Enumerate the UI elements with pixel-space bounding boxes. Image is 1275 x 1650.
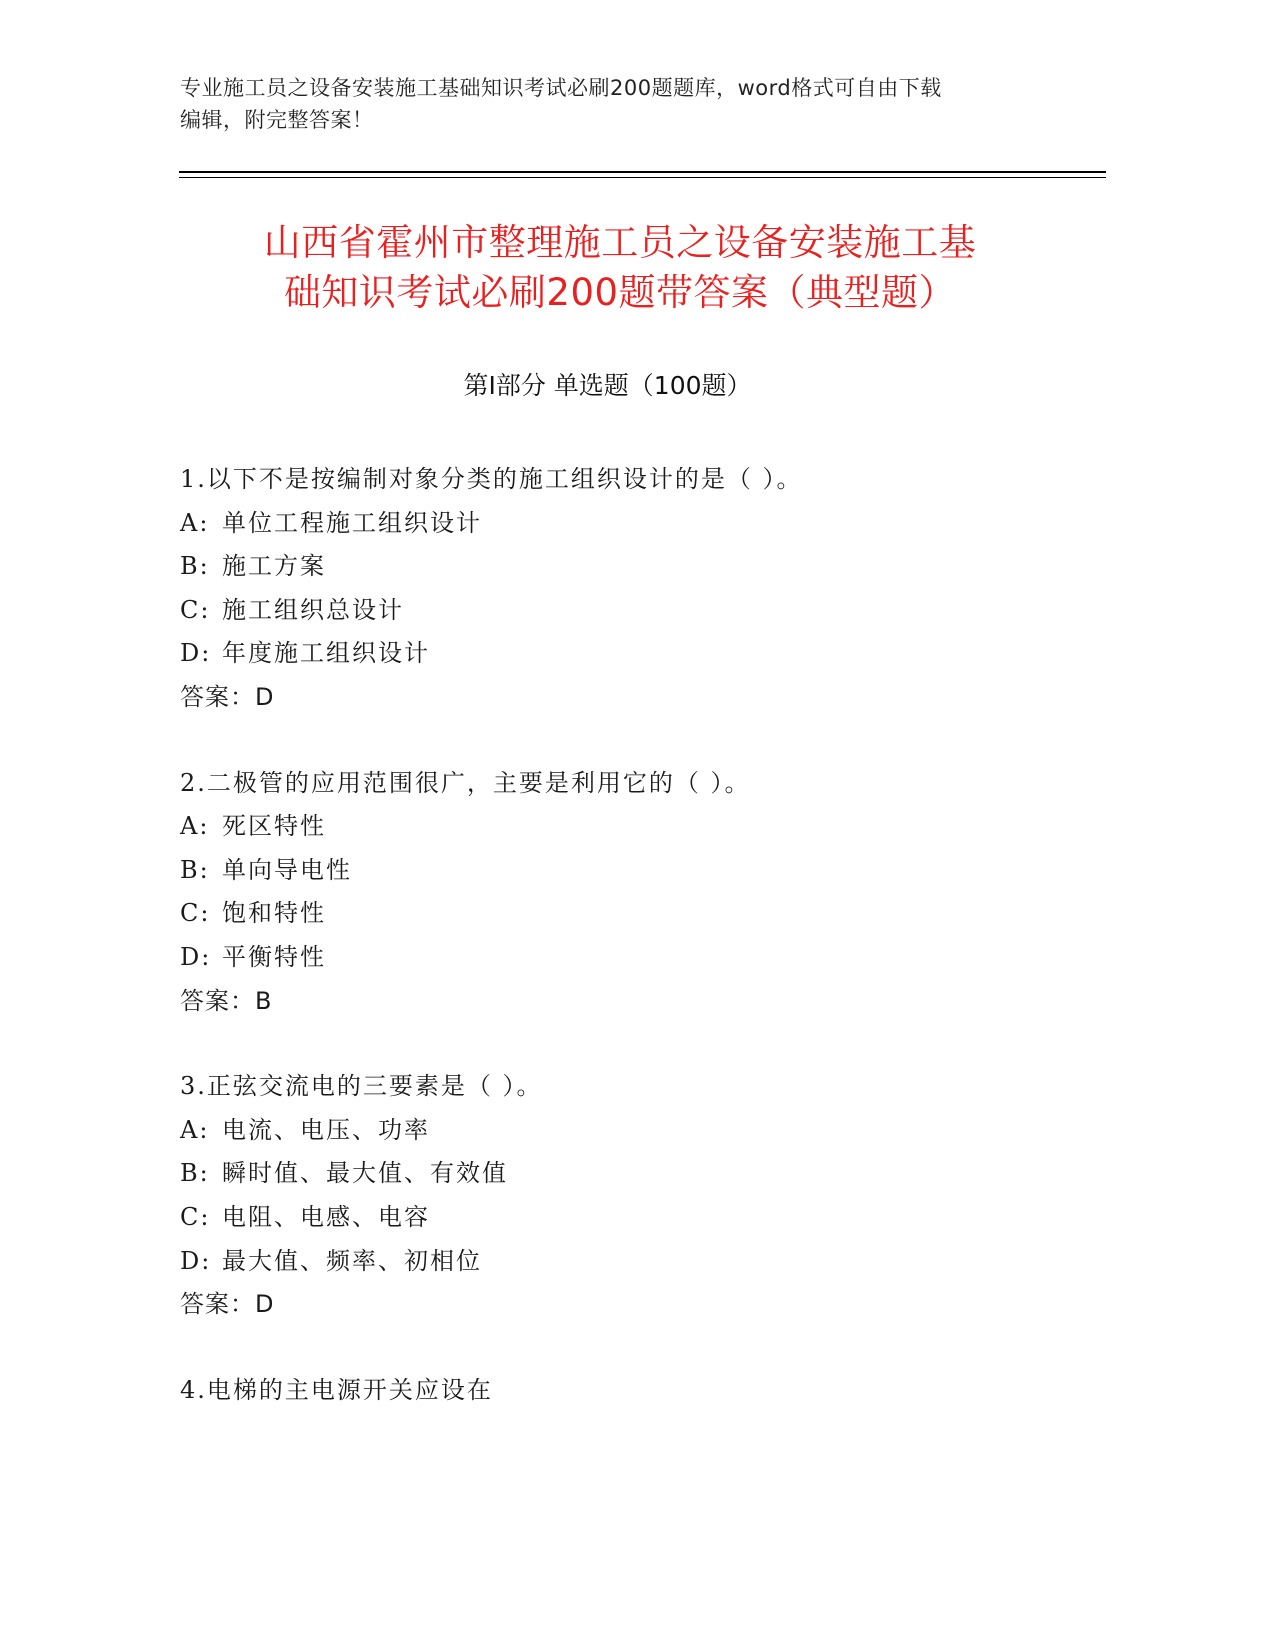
option-text: 电阻、电感、电容 (222, 1202, 430, 1231)
option-key: A: (180, 1115, 210, 1144)
option-b (180, 1152, 1120, 1196)
option-key: B: (180, 855, 210, 884)
option-a (180, 502, 1120, 546)
option-key: C: (180, 899, 211, 928)
option-key: B: (180, 1159, 210, 1188)
option-key: C: (180, 595, 211, 624)
option-key: D: (180, 639, 212, 668)
option-key: B: (180, 552, 210, 581)
option-c (180, 589, 1120, 633)
question-1 (180, 458, 1120, 720)
option-c (180, 1196, 1120, 1240)
option-text: 平衡特性 (222, 942, 326, 971)
option-a (180, 805, 1120, 849)
section-heading: 第Ⅰ部分 单选题（100题） (463, 371, 752, 400)
option-text: 电流、电压、功率 (222, 1115, 430, 1144)
question-stem: 1.以下不是按编制对象分类的施工组织设计的是（ ）。 (180, 465, 803, 493)
option-text: 饱和特性 (222, 899, 326, 928)
option-text: 单向导电性 (222, 855, 352, 884)
option-text: 施工方案 (222, 552, 326, 581)
option-key: A: (180, 508, 210, 537)
option-text: 瞬时值、最大值、有效值 (222, 1159, 508, 1188)
option-a (180, 1109, 1120, 1153)
option-text: 单位工程施工组织设计 (222, 508, 482, 537)
option-text: 最大值、频率、初相位 (222, 1246, 482, 1275)
option-d (180, 1240, 1120, 1284)
question-stem: 2.二极管的应用范围很广，主要是利用它的（ ）。 (180, 768, 751, 797)
option-key: D: (180, 942, 212, 971)
answer: 答案：D (180, 682, 275, 711)
header-note (180, 72, 1040, 136)
header-rule-thick (179, 171, 1106, 173)
option-key: C: (180, 1202, 211, 1231)
question-list (180, 458, 1120, 1454)
option-b (180, 849, 1120, 893)
option-c (180, 892, 1120, 936)
option-d (180, 632, 1120, 676)
option-text: 施工组织总设计 (222, 595, 404, 624)
answer: 答案：B (180, 986, 273, 1015)
option-d (180, 936, 1120, 980)
option-key: A: (180, 812, 210, 841)
option-b (180, 545, 1120, 589)
header-rule-thin (179, 177, 1106, 178)
document-title (180, 218, 1060, 318)
document-title-line-1: 山西省霍州市整理施工员之设备安装施工基 (263, 221, 977, 264)
option-key: D: (180, 1246, 212, 1275)
question-3 (180, 1065, 1120, 1327)
question-stem: 3.正弦交流电的三要素是（ ）。 (180, 1072, 543, 1101)
question-stem: 4.电梯的主电源开关应设在 (180, 1375, 493, 1404)
question-2 (180, 762, 1120, 1024)
option-text: 年度施工组织设计 (222, 639, 430, 668)
header-note-line-1: 专业施工员之设备安装施工基础知识考试必刷200题题库，word格式可自由下载 (180, 76, 942, 100)
header-note-line-2: 编辑，附完整答案！ (180, 108, 374, 132)
document-title-line-2: 础知识考试必刷200题带答案（典型题） (283, 271, 957, 314)
question-4 (180, 1369, 1120, 1413)
option-text: 死区特性 (222, 812, 326, 841)
answer: 答案：D (180, 1290, 275, 1319)
